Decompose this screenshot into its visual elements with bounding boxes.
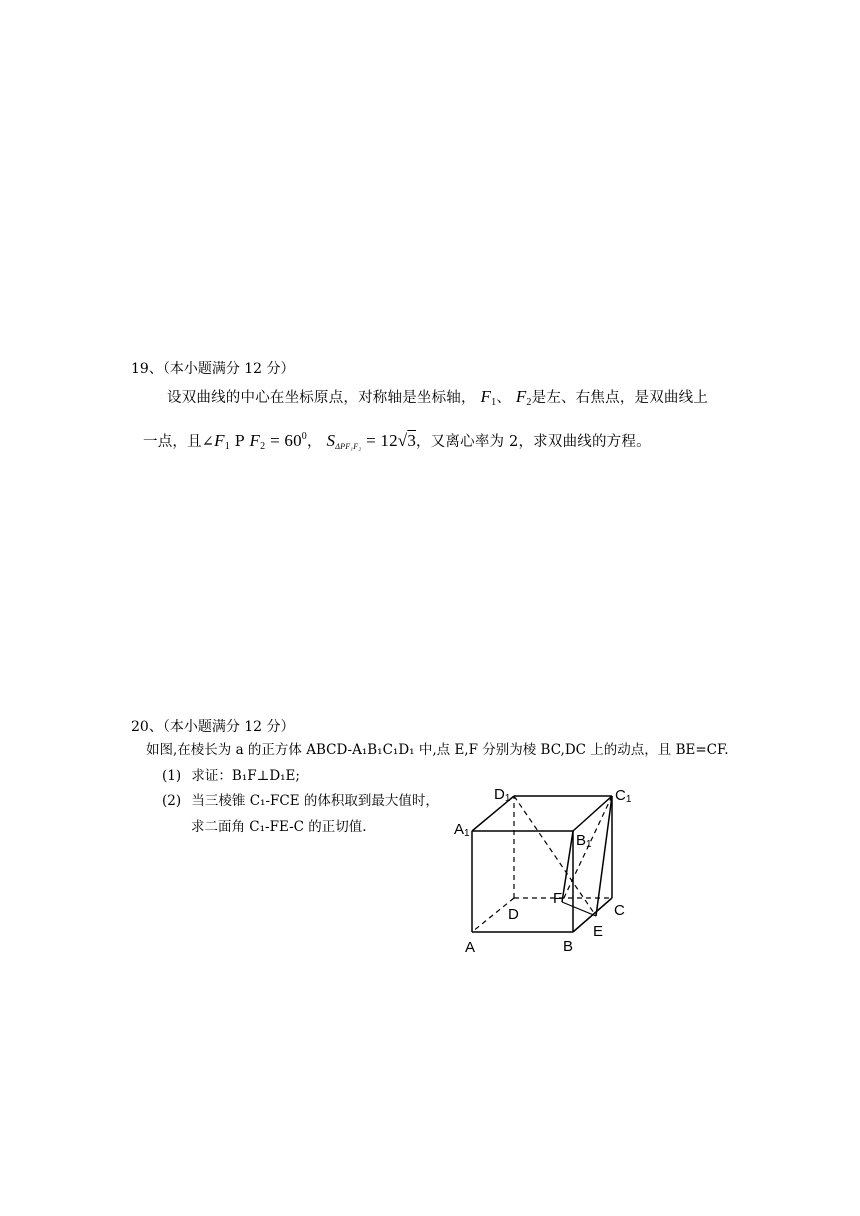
q20-part2: [162, 789, 439, 809]
edge-b-c: [573, 898, 612, 932]
q19-area: $S_{\Delta PF_1F_2}$: [326, 431, 362, 451]
q19-line1: [167, 386, 708, 408]
label-c1: C1: [615, 787, 632, 805]
q19-p: P: [234, 434, 245, 450]
q19-f2: $F_2$: [515, 387, 532, 408]
segment-b1-f: [562, 831, 573, 902]
q19-eq60: = $60^0$: [270, 431, 307, 450]
q20-intro: 如图,在棱长为 a 的正方体 ABCD-A₁B₁C₁D₁ 中,点 E,F 分别为棱 BC,DC 上的动点，且 BE=CF.: [146, 742, 729, 758]
segment-d1-e: [514, 796, 596, 916]
label-f: F: [553, 890, 563, 907]
segment-f-e: [562, 902, 596, 916]
q20-part2-text: 当三棱锥 C₁-FCE 的体积取到最大值时，: [191, 793, 439, 809]
label-d1: D1: [494, 786, 511, 804]
label-a: A: [465, 939, 476, 956]
q19-sep: 、: [496, 390, 512, 406]
q20-part1-text: 求证：B₁F⊥D₁E;: [191, 768, 300, 784]
edge-b1-c1: [573, 796, 612, 831]
q20-header: [131, 716, 295, 736]
q20-part2-cont: 求二面角 C₁-FE-C 的正切值.: [191, 819, 367, 835]
sqrt-sign: √: [397, 431, 408, 450]
edge-a1-d1: [472, 796, 514, 831]
hidden-edge-d-a: [472, 898, 514, 932]
q19-area-value: = 12√3: [366, 431, 417, 450]
q19-line2-b: ，又离心率为 2，求双曲线的方程。: [416, 434, 651, 450]
q20-number: 20、: [131, 719, 163, 735]
q19-number: 19、: [131, 361, 163, 377]
label-d: D: [508, 906, 519, 923]
q19-line1-b: 是左、右焦点，是双曲线上: [531, 390, 709, 406]
q19-comma: ，: [307, 434, 322, 450]
label-b1: B1: [576, 832, 592, 850]
q20-part1-label: (1): [162, 768, 182, 784]
q19-angle-f2: $F_2$: [249, 431, 266, 452]
q20-score: （本小题满分 12 分）: [162, 719, 295, 735]
q19-line2: [143, 430, 651, 452]
q19-angle-f1: $F_1$: [214, 431, 230, 452]
q19-score: （本小题满分 12 分）: [162, 361, 295, 377]
q19-f1: $F_1$: [480, 387, 497, 408]
label-c: C: [614, 902, 625, 919]
q19-line2-a: 一点，且∠: [143, 434, 215, 450]
q20-part2-label: (2): [162, 793, 182, 809]
q19-line1-a: 设双曲线的中心在坐标原点，对称轴是坐标轴，: [167, 390, 476, 406]
segment-c1-e: [596, 796, 612, 916]
label-e: E: [593, 923, 604, 940]
q19-header: [131, 358, 295, 378]
label-a1: A1: [454, 821, 470, 839]
q20-part1: [162, 764, 300, 784]
label-b: B: [563, 938, 574, 955]
segment-c1-f: [562, 796, 612, 902]
